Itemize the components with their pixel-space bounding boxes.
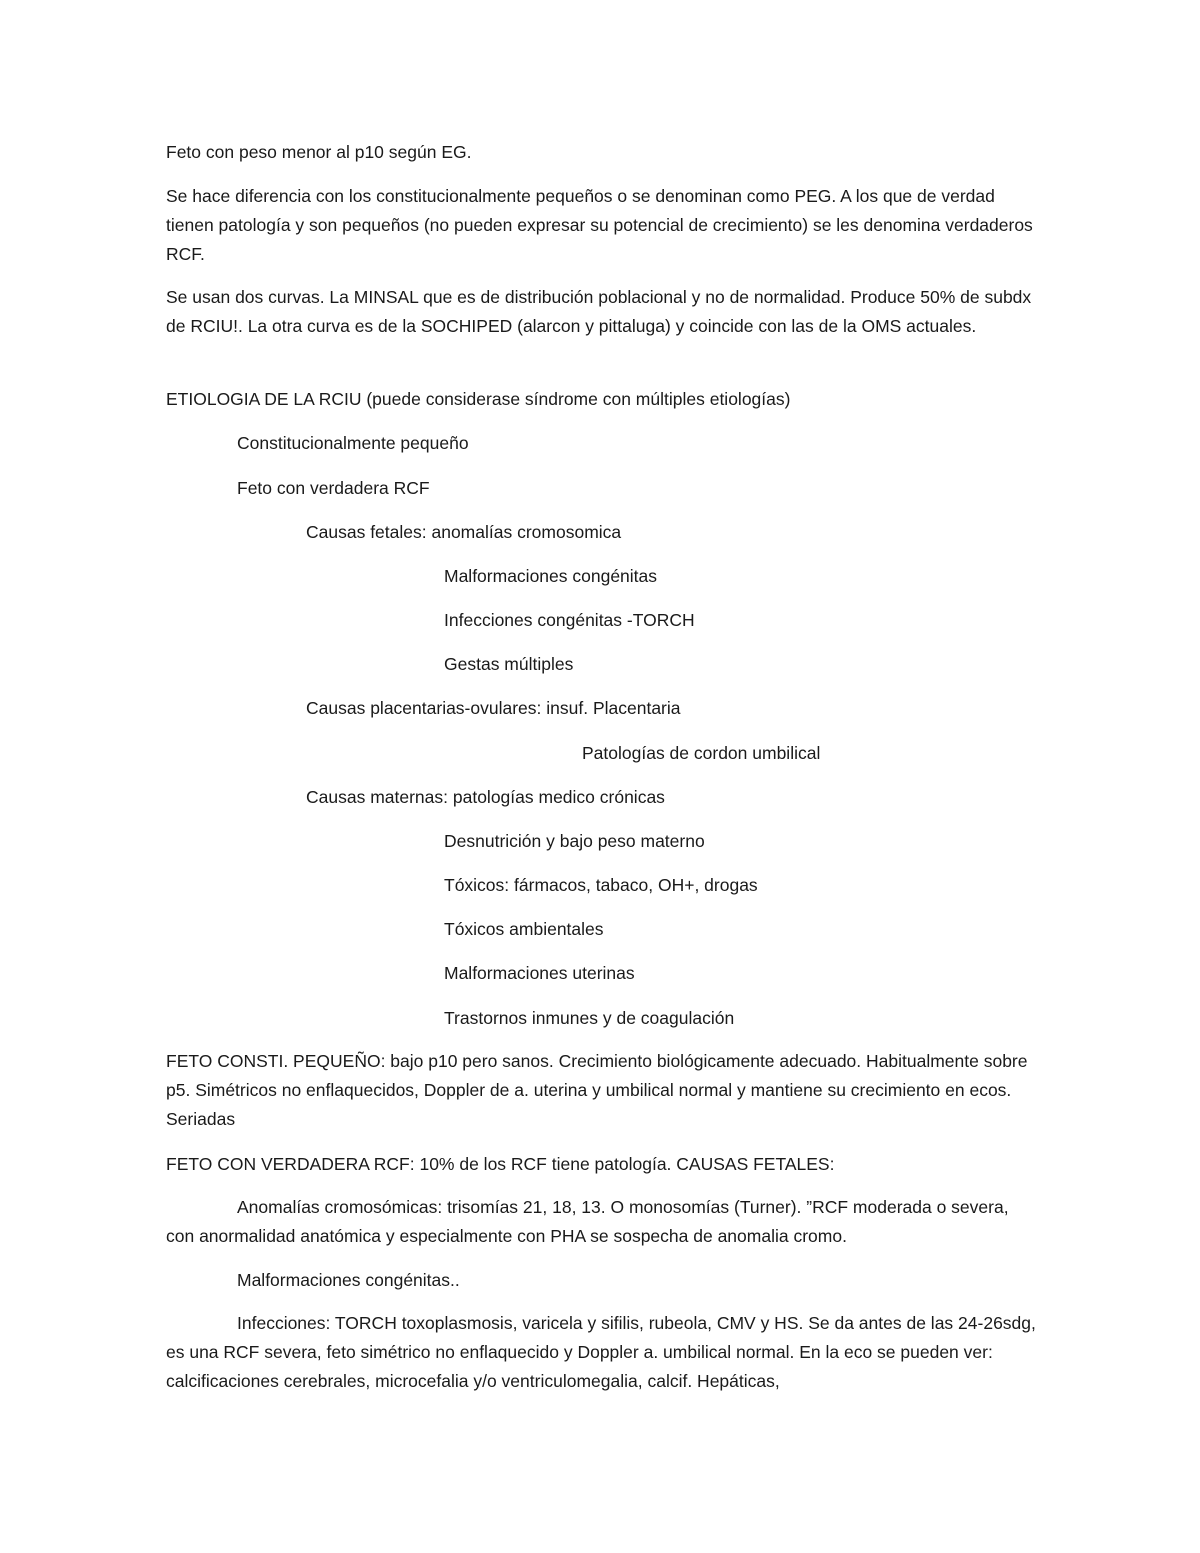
true-rcf-section: FETO CON VERDADERA RCF: 10% de los RCF tiene patología. CAUSAS FETALES: [166,1154,835,1174]
placental-causes-label: Causas placentarias-ovulares: insuf. Placentaria [306,698,681,718]
maternal-cause-item: Tóxicos: fármacos, tabaco, OH+, drogas [444,875,758,895]
placental-cause-item: Patologías de cordon umbilical [582,743,821,763]
peg-paragraph: Se hace diferencia con los constitucionalmente pequeños o se denominan como PEG. A los que de verdad tienen patología y son pequeños (no pueden expresar su potencial de crecimiento) se les denomina verdaderos RCF. [166,186,1033,264]
infections-paragraph: Infecciones: TORCH toxoplasmosis, varicela y sifilis, rubeola, CMV y HS. Se da antes de las 24-26sdg, es una RCF severa, feto simétrico no enflaquecido y Doppler a. umbilical normal. En la eco se pueden ver: calcificaciones cerebrales, microcefalia y/o ventriculomegalia, calcif. Hepáticas, [166,1313,1036,1391]
fetal-cause-item: Gestas múltiples [444,654,574,674]
fetal-cause-item: Malformaciones congénitas [444,566,658,586]
congenital-malformations: Malformaciones congénitas.. [237,1270,460,1290]
maternal-cause-item: Trastornos inmunes y de coagulación [444,1008,735,1028]
fetal-cause-item: Infecciones congénitas -TORCH [444,610,695,630]
maternal-cause-item: Tóxicos ambientales [444,919,604,939]
fetal-causes-label: Causas fetales: anomalías cromosomica [306,522,622,542]
intro-definition: Feto con peso menor al p10 según EG. [166,142,472,162]
etiology-true-rcf: Feto con verdadera RCF [237,478,430,498]
curves-paragraph: Se usan dos curvas. La MINSAL que es de distribución poblacional y no de normalidad. Produce 50% de subdx de RCIU!. La otra curva es de la SOCHIPED (alarcon y pittaluga) y coincide con las de la OMS actuales. [166,287,1032,336]
chromosomal-anomalies: Anomalías cromosómicas: trisomías 21, 18, 13. O monosomías (Turner). ”RCF moderada o severa, con anormalidad anatómica y especialmente con PHA se sospecha de anomalia cromo. [166,1197,1009,1246]
maternal-cause-item: Desnutrición y bajo peso materno [444,831,705,851]
maternal-cause-item: Malformaciones uterinas [444,963,635,983]
etiology-constitutional: Constitucionalmente pequeño [237,433,469,453]
etiology-heading: ETIOLOGIA DE LA RCIU (puede considerase síndrome con múltiples etiologías) [166,389,791,409]
maternal-causes-label: Causas maternas: patologías medico crónicas [306,787,665,807]
consti-small-section: FETO CONSTI. PEQUEÑO: bajo p10 pero sanos. Crecimiento biológicamente adecuado. Habitualmente sobre p5. Simétricos no enflaquecidos, Doppler de a. uterina y umbilical normal y mantiene su crecimiento en ecos. Seriadas [166,1051,1028,1129]
